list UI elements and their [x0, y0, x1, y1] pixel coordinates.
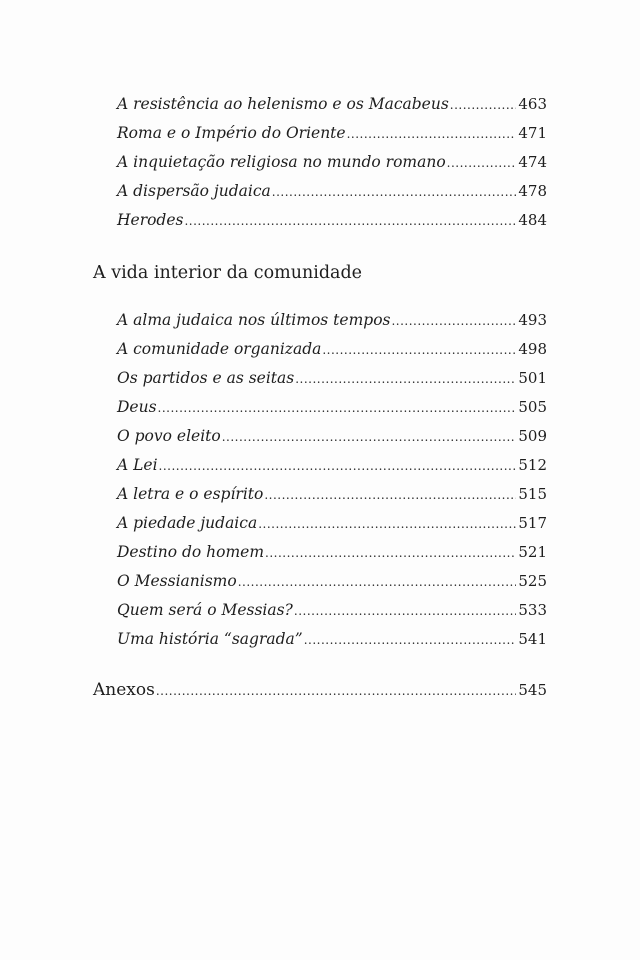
toc-entry-title: A letra e o espírito	[117, 485, 264, 503]
toc-entry	[117, 514, 547, 532]
dot-leader	[158, 401, 517, 415]
toc-entry-page: 515	[518, 485, 547, 503]
toc-entry-title: A alma judaica nos últimos tempos	[117, 311, 391, 329]
toc-entry-title: Anexos	[93, 680, 155, 700]
toc-entry-title: Os partidos e as seitas	[117, 369, 295, 387]
toc-entry-page: 471	[518, 124, 547, 142]
toc-entry-page: 505	[518, 398, 547, 416]
toc-entry-page: 478	[518, 182, 547, 200]
dot-leader	[265, 546, 516, 560]
dot-leader	[238, 575, 517, 589]
section-heading: A vida interior da comunidade	[93, 263, 363, 283]
toc-entry	[117, 601, 547, 619]
toc-entry-title: O Messianismo	[117, 572, 237, 590]
toc-entry-page: 474	[518, 153, 547, 171]
dot-leader	[184, 214, 516, 228]
dot-leader	[159, 459, 517, 473]
toc-entry	[117, 456, 547, 474]
toc-entry-page: 545	[518, 681, 547, 699]
toc-entry-page: 463	[518, 95, 547, 113]
toc-entry-page: 501	[518, 369, 547, 387]
dot-leader	[450, 98, 517, 112]
dot-leader	[447, 156, 517, 170]
toc-entry-page: 521	[518, 543, 547, 561]
toc-entry	[117, 572, 547, 590]
toc-entry-title: A inquietação religiosa no mundo romano	[117, 153, 446, 171]
toc-entry-title: O povo eleito	[117, 427, 221, 445]
toc-entry-page: 484	[518, 211, 547, 229]
toc-entry	[117, 182, 547, 200]
toc-entry	[117, 124, 547, 142]
toc-entry-page: 509	[518, 427, 547, 445]
toc-entry-page: 517	[518, 514, 547, 532]
dot-leader	[156, 684, 517, 698]
toc-entry-title: A resistência ao helenismo e os Macabeus	[117, 95, 449, 113]
dot-leader	[391, 314, 516, 328]
toc-entry-page: 525	[518, 572, 547, 590]
toc-entry-title: A Lei	[117, 456, 158, 474]
toc-entry	[117, 485, 547, 503]
dot-leader	[322, 343, 516, 357]
toc-entry	[117, 311, 547, 329]
toc-entry	[117, 211, 547, 229]
toc-entry	[117, 427, 547, 445]
toc-entry-title: A piedade judaica	[117, 514, 258, 532]
dot-leader	[264, 488, 516, 502]
toc-entry	[117, 630, 547, 648]
toc-entry-title: Roma e o Império do Oriente	[117, 124, 346, 142]
toc-entry	[117, 543, 547, 561]
toc-entry	[117, 369, 547, 387]
toc-entry-title: A comunidade organizada	[117, 340, 322, 358]
toc-entry	[117, 95, 547, 113]
dot-leader	[222, 430, 517, 444]
dot-leader	[294, 604, 516, 618]
toc-entry-page: 533	[518, 601, 547, 619]
toc-entry-annex	[93, 680, 547, 700]
toc-entry-page: 493	[518, 311, 547, 329]
toc-entry-title: Quem será o Messias?	[117, 601, 293, 619]
dot-leader	[304, 633, 517, 647]
toc-entry-page: 498	[518, 340, 547, 358]
toc-entry-title: Uma história “sagrada”	[117, 630, 303, 648]
toc-entry-title: Herodes	[117, 211, 184, 229]
toc-entry-page: 512	[518, 456, 547, 474]
toc-entry-title: Destino do homem	[117, 543, 265, 561]
toc-entry-title: A dispersão judaica	[117, 182, 271, 200]
dot-leader	[347, 127, 517, 141]
toc-entry	[117, 153, 547, 171]
toc-entry-page: 541	[518, 630, 547, 648]
toc-entry	[117, 340, 547, 358]
dot-leader	[258, 517, 516, 531]
dot-leader	[272, 185, 517, 199]
toc-entry	[117, 398, 547, 416]
dot-leader	[295, 372, 516, 386]
toc-entry-title: Deus	[117, 398, 157, 416]
